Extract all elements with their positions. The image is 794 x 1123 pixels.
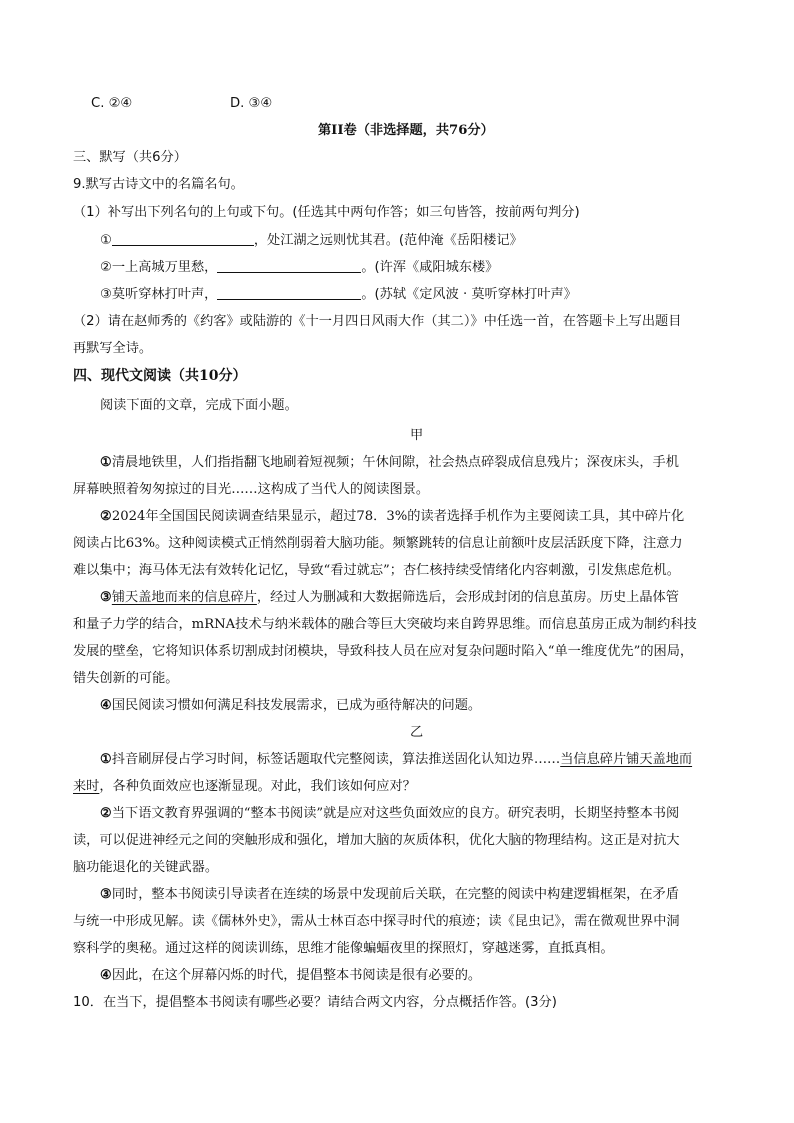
item1-text: ，处江湖之远则忧其君。(范仲淹《岳阳楼记》 [253, 233, 523, 248]
jia-p1-line1: ①清晨地铁里，人们指指翻飞地刷着短视频；午休间隙，社会热点碎裂成信息残片；深夜床头，手机 [100, 455, 679, 470]
section4-heading: 四、现代文阅读（共10分） [73, 368, 247, 384]
circled-number: ② [100, 509, 112, 524]
jia-p3-line3: 发展的壁垒，它将知识体系切割成封闭模块，导致科技人员在应对复杂问题时陷入“单一维度优先”的困局， [73, 644, 694, 659]
q9-sub2-line2: 再默写全诗。 [73, 341, 153, 356]
question-10: 10．在当下，提倡整本书阅读有哪些必要？请结合两文内容，分点概括作答。(3分) [73, 995, 557, 1010]
q9-sub2-line1: （2）请在赵师秀的《约客》或陆游的《十一月四日风雨大作（其二）》中任选一首，在答题卡上写出题目 [73, 314, 682, 329]
jia-p4: ④国民阅读习惯如何满足科技发展需求，已成为亟待解决的问题。 [100, 698, 482, 713]
reading-instruction: 阅读下面的文章，完成下面小题。 [100, 398, 298, 413]
item1-number: ① [100, 233, 112, 248]
yi-p2-line2: 读，可以促进神经元之间的突触形成和强化，增加大脑的灰质体积，优化大脑的物理结构。这正是对抗大 [73, 833, 680, 848]
jia-p3-line2: 和量子力学的结合，mRNA技术与纳米载体的融合等巨大突破均来自跨界思维。而信息茧房正成为制约科技 [73, 617, 697, 632]
circled-number: ① [100, 455, 112, 470]
yi-p2-line1: ②当下语文教育界强调的“整本书阅读”就是应对这些负面效应的良方。研究表明，长期坚持整本书阅 [100, 806, 680, 821]
yi-p2-line3: 脑功能退化的关键武器。 [73, 860, 219, 875]
answer-blank-1[interactable] [112, 231, 254, 246]
underlined-phrase: 铺天盖地而来的信息碎片 [111, 590, 257, 605]
q9-item3 [100, 285, 577, 304]
circled-number: ④ [100, 698, 112, 713]
yi-p3-line1: ③同时，整本书阅读引导读者在连续的场景中发现前后关联，在完整的阅读中构建逻辑框架，在矛盾 [100, 887, 679, 902]
item2-text-before: ②一上高城万里愁， [100, 260, 218, 275]
circled-number: ③ [100, 590, 112, 605]
jia-p2-line2: 阅读占比63%。这种阅读模式正悄然削弱着大脑功能。频繁跳转的信息让前额叶皮层活跃度下降，注意力 [73, 536, 683, 551]
item3-text-after: 。(苏轼《定风波 · 莫听穿林打叶声》 [361, 287, 577, 302]
option-c: C. ②④ [91, 96, 133, 111]
jia-p3-line1: ③铺天盖地而来的信息碎片，经过人为删减和大数据筛选后，会形成封闭的信息茧房。历史上晶体管 [100, 590, 679, 605]
jia-p2-line1: ②2024年全国国民阅读调查结果显示，超过78．3%的读者选择手机作为主要阅读工具，其中碎片化 [100, 509, 685, 524]
yi-p4: ④因此，在这个屏幕闪烁的时代，提倡整本书阅读是很有必要的。 [100, 968, 482, 983]
item2-text-after: 。(许浑《咸阳城东楼》 [361, 260, 499, 275]
q9-item1 [100, 231, 523, 250]
passage-yi-title: 乙 [410, 725, 424, 740]
passage-jia-title: 甲 [410, 428, 424, 443]
jia-p1-line2: 屏幕映照着匆匆掠过的目光……这构成了当代人的阅读图景。 [73, 482, 430, 497]
circled-number: ③ [100, 887, 112, 902]
underlined-phrase: 当信息碎片铺天盖地而 [560, 752, 693, 767]
question-9: 9.默写古诗文中的名篇名句。 [73, 177, 244, 192]
jia-p3-line4: 错失创新的可能。 [73, 671, 179, 686]
yi-p1-line1: ①抖音刷屏侵占学习时间，标签话题取代完整阅读，算法推送固化认知边界……当信息碎片铺天盖地而 [100, 752, 693, 767]
circled-number: ① [100, 752, 112, 767]
answer-blank-2[interactable] [217, 258, 361, 273]
option-d: D. ③④ [230, 96, 273, 111]
jia-p2-line3: 难以集中；海马体无法有效转化记忆，导致“看过就忘”；杏仁核持续受情绪化内容刺激，引发焦虑危机。 [73, 563, 680, 578]
yi-p3-line3: 察科学的奥秘。通过这样的阅读训练，思维才能像蝙蝠夜里的探照灯，穿越迷雾，直抵真相。 [73, 941, 614, 956]
q9-item2 [100, 258, 498, 277]
yi-p3-line2: 与统一中形成见解。读《儒林外史》，需从士林百态中探寻时代的痕迹；读《昆虫记》，需在微观世界中洞 [73, 914, 680, 929]
q9-sub1: （1）补写出下列名句的上句或下句。(任选其中两句作答；如三句皆答，按前两句判分) [73, 205, 580, 220]
underlined-phrase: 来时 [73, 779, 100, 794]
volume-title: 第II卷（非选择题，共76分） [318, 123, 494, 138]
circled-number: ④ [100, 968, 112, 983]
circled-number: ② [100, 806, 112, 821]
answer-blank-3[interactable] [217, 285, 361, 300]
section3-heading: 三、默写（共6分） [73, 150, 187, 165]
item3-text-before: ③莫听穿林打叶声， [100, 287, 218, 302]
yi-p1-line2: 来时，各种负面效应也逐渐显现。对此，我们该如何应对？ [73, 779, 416, 794]
